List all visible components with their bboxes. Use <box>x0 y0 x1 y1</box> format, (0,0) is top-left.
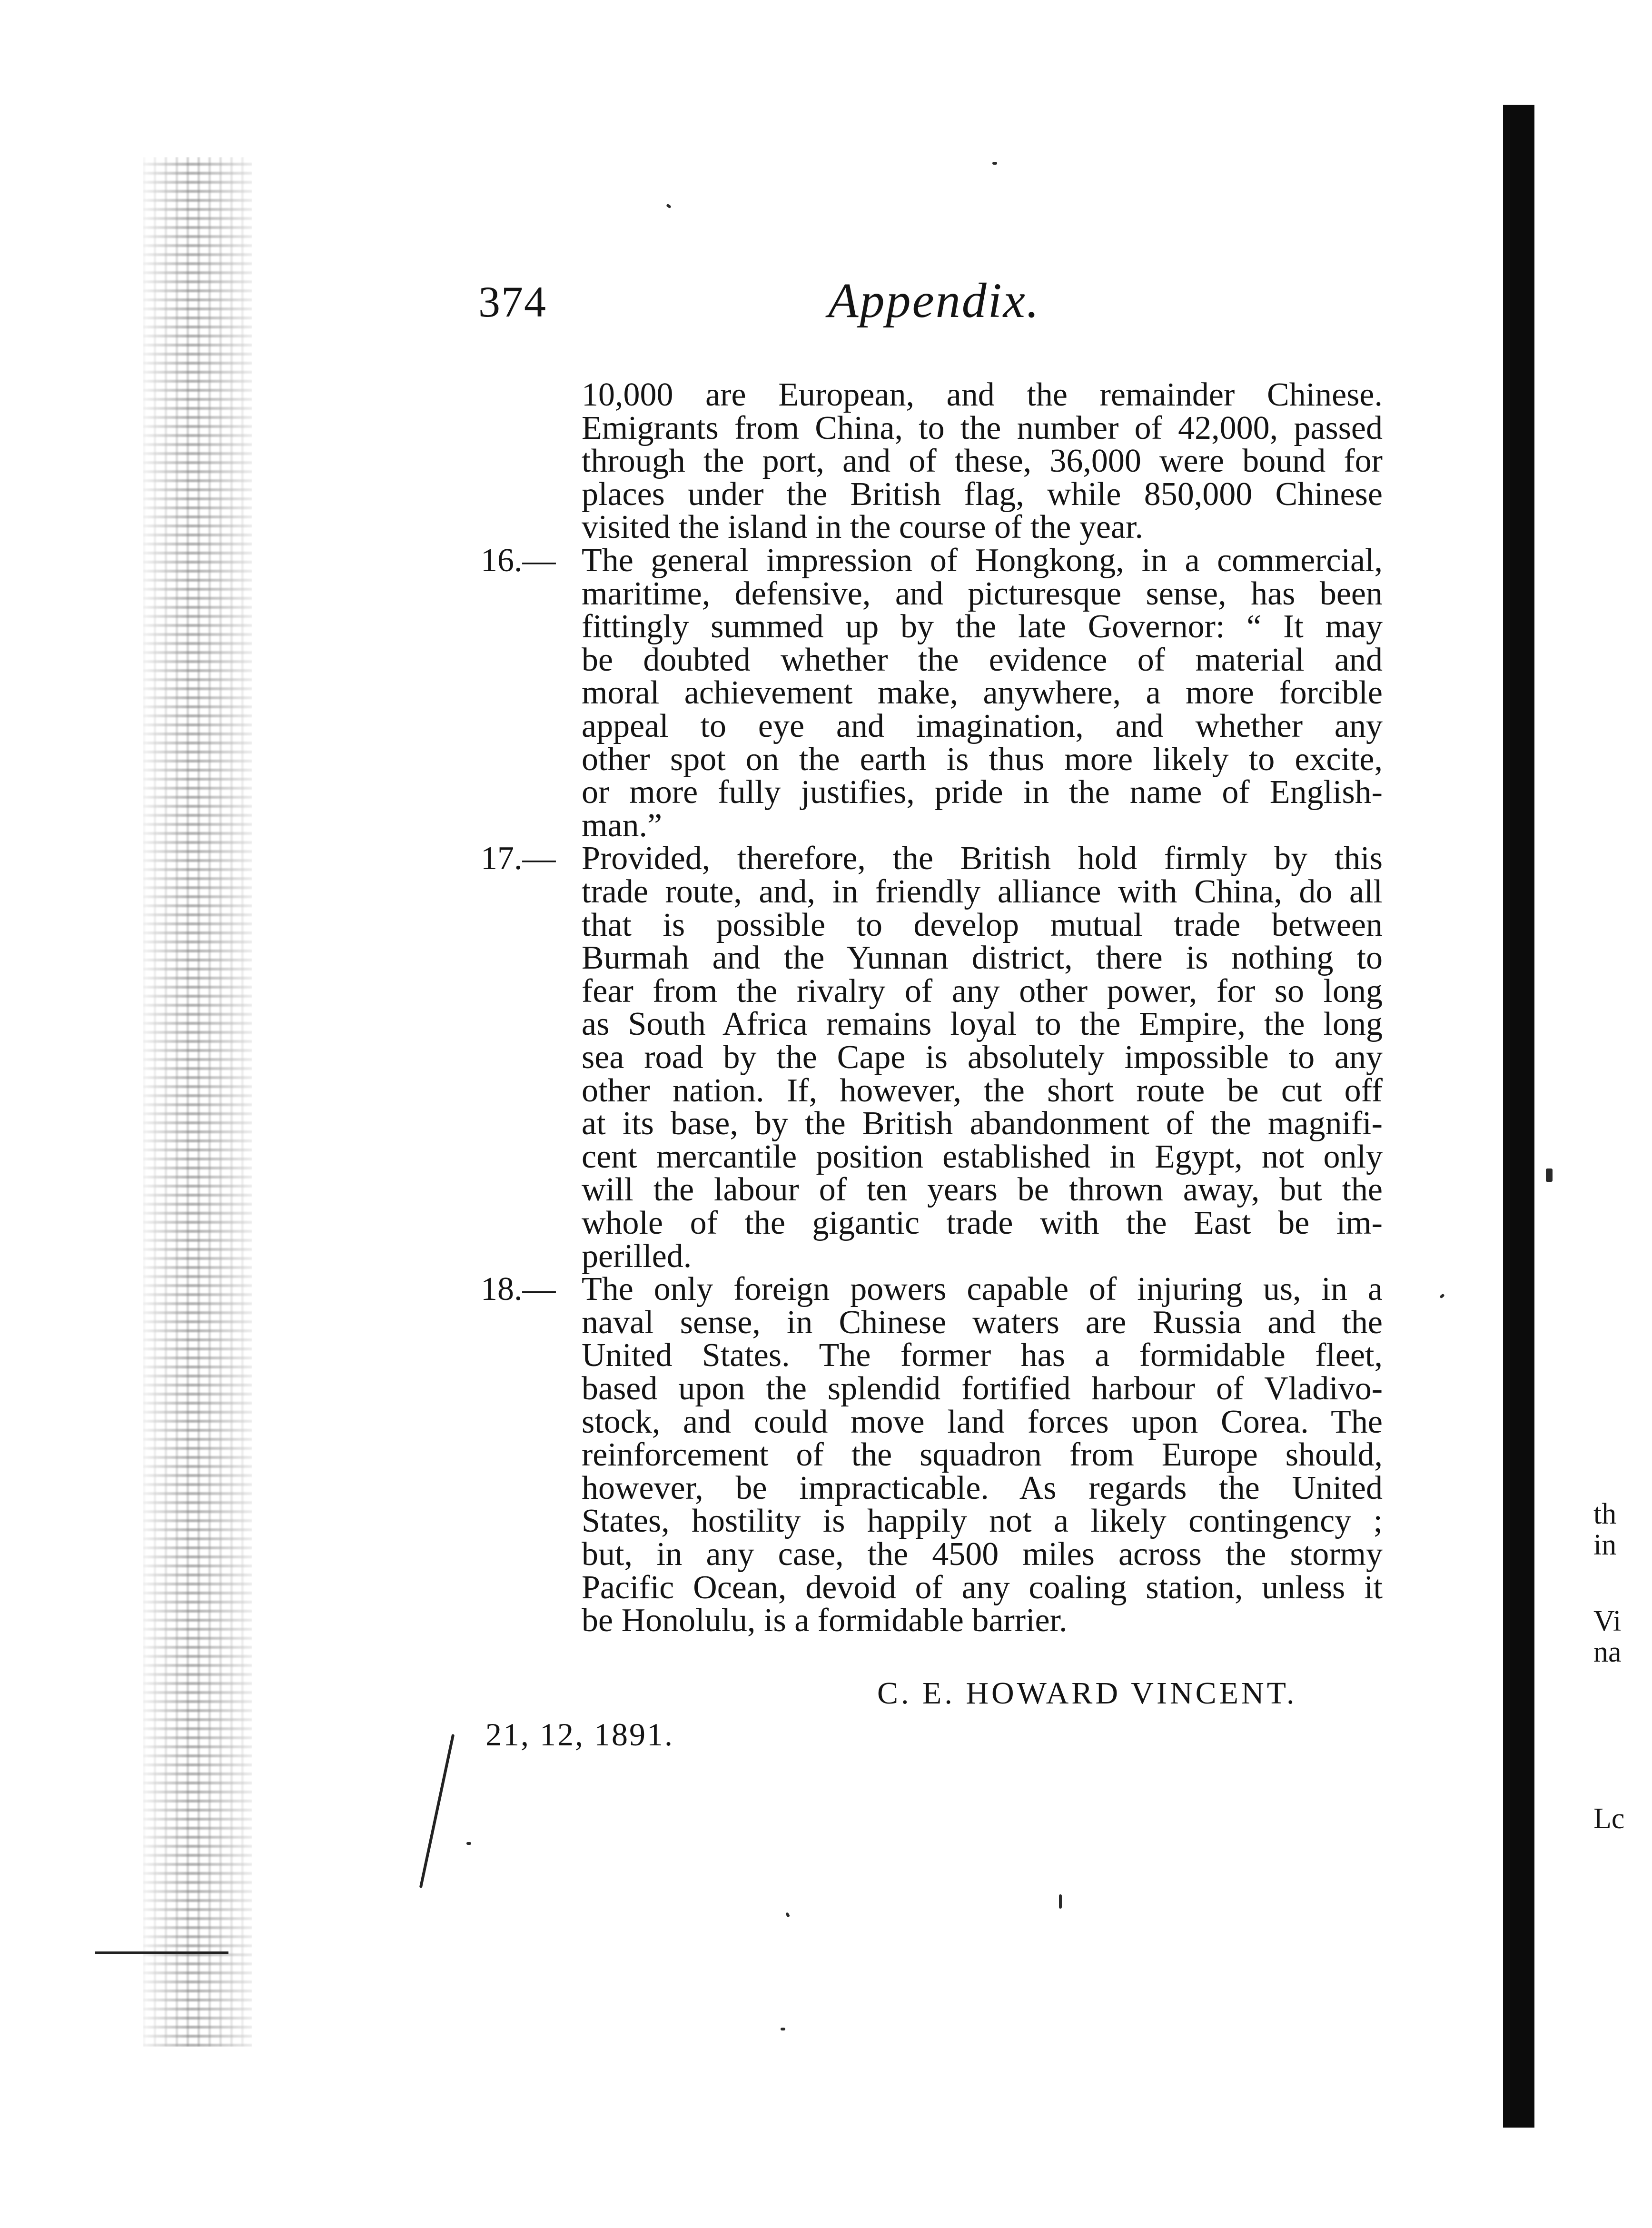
text-line: through the port, and of these, 36,000 were bound for <box>582 443 1383 480</box>
text-line: Burmah and the Yunnan district, there is nothing to <box>582 940 1383 977</box>
text-line: The general impression of Hongkong, in a commercial, <box>582 542 1383 579</box>
facing-page-fragment: na <box>1593 1636 1622 1668</box>
text-line: stock, and could move land forces upon Corea. The <box>582 1403 1383 1440</box>
pencil-mark <box>419 1734 455 1888</box>
text-line: United States. The former has a formidable fleet, <box>582 1337 1383 1374</box>
text-line: at its base, by the British abandonment of the magnifi- <box>582 1105 1383 1142</box>
text-line: Provided, therefore, the British hold firmly by this <box>582 840 1383 877</box>
paragraph-number: 17.— <box>481 840 556 877</box>
text-line: whole of the gigantic trade with the East be im- <box>582 1205 1383 1241</box>
speck <box>466 1842 471 1845</box>
binding-rule <box>95 1951 228 1954</box>
facing-page-fragment: in <box>1593 1529 1617 1561</box>
speck <box>1546 1168 1553 1182</box>
paragraph-number: 18.— <box>481 1271 556 1308</box>
text-line: that is possible to develop mutual trade between <box>582 906 1383 943</box>
text-line: fear from the rivalry of any other power, for so long <box>582 972 1383 1010</box>
text-line: as South Africa remains loyal to the Empire, the long <box>582 1006 1383 1043</box>
text-line: appeal to eye and imagination, and whether any <box>582 708 1383 744</box>
text-line: will the labour of ten years be thrown away, but the <box>582 1171 1383 1208</box>
text-line: 10,000 are European, and the remainder Chinese. <box>582 376 1383 413</box>
speck <box>1439 1293 1445 1298</box>
text-line: reinforcement of the squadron from Europe should, <box>582 1436 1383 1474</box>
page-edge-shadow <box>1503 105 1534 2128</box>
text-line: cent mercantile position established in Egypt, not only <box>582 1138 1383 1175</box>
text-line: be doubted whether the evidence of material and <box>582 641 1383 678</box>
page-number: 374 <box>478 277 547 326</box>
text-line: visited the island in the course of the year. <box>582 509 1143 546</box>
text-line: places under the British flag, while 850,000 Chinese <box>582 475 1383 513</box>
text-line: moral achievement make, anywhere, a more forcible <box>582 674 1383 712</box>
speck <box>781 2028 785 2030</box>
date: 21, 12, 1891. <box>485 1716 674 1753</box>
text-line: but, in any case, the 4500 miles across the stormy <box>582 1536 1383 1573</box>
signature: C. E. HOWARD VINCENT. <box>877 1676 1297 1711</box>
text-line: based upon the splendid fortified harbour of Vladivo- <box>582 1370 1383 1407</box>
text-line: other spot on the earth is thus more likely to excite, <box>582 741 1383 778</box>
facing-page-fragment: Vi <box>1593 1605 1622 1637</box>
binding-shadow <box>143 157 252 2047</box>
text-line: The only foreign powers capable of injuring us, in a <box>582 1271 1383 1308</box>
facing-page-fragment: Lc <box>1593 1802 1625 1835</box>
speck <box>666 204 672 209</box>
text-line: trade route, and, in friendly alliance with China, do all <box>582 873 1383 910</box>
text-line: or more fully justifies, pride in the name of English- <box>582 774 1383 811</box>
speck <box>785 1912 790 1918</box>
text-line: naval sense, in Chinese waters are Russia and the <box>582 1304 1383 1341</box>
text-line: Pacific Ocean, devoid of any coaling station, unless it <box>582 1569 1383 1606</box>
text-line: be Honolulu, is a formidable barrier. <box>582 1602 1068 1639</box>
text-line: maritime, defensive, and picturesque sense, has been <box>582 575 1383 612</box>
text-line: States, hostility is happily not a likely contingency ; <box>582 1503 1383 1540</box>
text-line: man.” <box>582 807 663 844</box>
text-line: other nation. If, however, the short route be cut off <box>582 1072 1383 1109</box>
text-line: fittingly summed up by the late Governor: “ It may <box>582 608 1383 645</box>
speck <box>1059 1894 1062 1909</box>
speck <box>992 162 997 165</box>
text-line: however, be impracticable. As regards the United <box>582 1469 1383 1506</box>
facing-page-fragment: th <box>1593 1498 1617 1530</box>
running-title: Appendix. <box>828 273 1040 328</box>
text-line: sea road by the Cape is absolutely impossible to any <box>582 1039 1383 1076</box>
text-line: Emigrants from China, to the number of 42,000, passed <box>582 409 1383 446</box>
text-line: perilled. <box>582 1238 692 1275</box>
paragraph-number: 16.— <box>481 542 556 579</box>
